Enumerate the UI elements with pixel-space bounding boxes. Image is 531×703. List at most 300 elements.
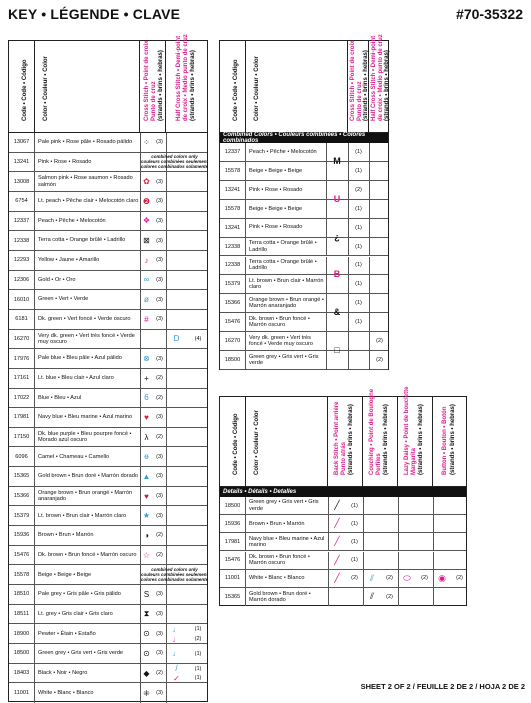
stitch-symbol-icon: ⁜ — [143, 688, 150, 698]
table-row — [220, 588, 466, 606]
strand-count: (3) — [156, 512, 163, 519]
stitch-symbol-icon: S — [143, 589, 150, 599]
table-row — [220, 351, 388, 370]
color-code: 18900 — [9, 624, 35, 643]
color-name: Dk. brown • Brun foncé • Marrón oscuro — [249, 553, 310, 567]
color-name: Green grey • Gris vert • Gris verde — [249, 353, 319, 367]
half-cross-header-2: de croix • Medio punto de cruz — [183, 34, 189, 121]
table-row — [9, 565, 207, 585]
column-divider — [363, 533, 364, 550]
back-stitch-icon: ♩ — [172, 634, 181, 644]
color-code: 15578 — [220, 200, 246, 218]
color-name: Gold brown • Brun doré • Marrón dorado — [38, 473, 138, 480]
color-name: Orange brown • Brun orangé • Marrón anaranjado — [249, 296, 324, 310]
table-row — [9, 212, 207, 232]
code-header: Code • Code • Código — [232, 59, 239, 121]
back-strand-count: (1) — [351, 502, 358, 509]
table-row — [9, 389, 207, 409]
table-header — [9, 34, 207, 133]
color-name: Dk. green • Vert foncé • Verde oscuro — [38, 316, 131, 323]
color-name: Gold • Or • Oro — [38, 276, 76, 283]
combined-symbol-icon: ¿ — [334, 231, 340, 242]
color-name: Salmon pink • Rose saumon • Rosado salmón — [38, 175, 133, 188]
column-divider — [328, 588, 329, 606]
column-divider — [166, 605, 167, 624]
stitch-symbol-icon: ❷ — [142, 196, 151, 206]
table-row — [220, 533, 466, 551]
column-divider — [433, 533, 434, 550]
back-stitch-icon: ╱ — [334, 518, 340, 529]
column-divider — [369, 313, 370, 331]
strand-count: (1) — [355, 262, 362, 269]
color-code: 15379 — [220, 275, 246, 293]
table-row — [220, 200, 388, 219]
color-code: 12338 — [220, 257, 246, 275]
table-row — [9, 408, 207, 428]
table-row — [9, 349, 207, 369]
table-row — [220, 238, 388, 257]
cross-stitch-strands: (strands • brins • hebras) — [363, 50, 369, 121]
color-name: Terra cotta • Orange brûlé • Ladrillo — [38, 237, 126, 244]
color-name: Black • Noir • Negro — [38, 669, 88, 676]
stitch-symbol-icon: ⊙ — [143, 629, 150, 639]
color-header: Color • Couleur • Color — [254, 410, 260, 475]
color-name: Navy blue • Bleu marine • Azul marino — [38, 414, 133, 421]
column-divider — [166, 231, 167, 250]
strand-count: (2) — [156, 532, 163, 539]
back-strand-count: (1) — [351, 538, 358, 545]
table-row — [9, 467, 207, 487]
color-code: 12293 — [9, 251, 35, 270]
couching-header: Couching • Point de Boulogne — [369, 388, 375, 475]
color-name: Beige • Beige • Beige — [249, 167, 303, 174]
strand-count: (1) — [355, 281, 362, 288]
table-header — [220, 34, 390, 133]
column-divider — [166, 389, 167, 408]
couching-strand-count: (2) — [386, 575, 393, 582]
table-row — [9, 428, 207, 448]
color-name: Pink • Rose • Rosado — [38, 158, 92, 165]
strand-count: (1) — [355, 243, 362, 250]
stitch-symbol-icon: ⊠ — [143, 236, 150, 246]
color-code: 16270 — [9, 330, 35, 349]
color-code: 17150 — [9, 428, 35, 447]
button-strands: (strands • brins • hebras) — [450, 404, 456, 475]
table-row — [220, 294, 388, 313]
color-code: 15476 — [220, 313, 246, 331]
color-name: Dk. blue purple • Bleu pourpre foncé • Morado azul oscuro — [38, 430, 132, 444]
color-code: 17976 — [9, 349, 35, 368]
table-row — [9, 624, 207, 644]
strand-count: (3) — [156, 316, 163, 323]
cross-stitch-header: Cross Stitch • Point de croix — [350, 40, 356, 121]
strand-count: (3) — [156, 591, 163, 598]
half-cross-header: Half Cross Stitch • Demi-point — [176, 35, 182, 121]
table-row — [9, 585, 207, 605]
column-divider — [166, 251, 167, 270]
stitch-symbol-icon: ⊙ — [143, 648, 150, 658]
stitch-symbol-icon: ⊗ — [143, 354, 150, 364]
color-name: White • Blanc • Blanco — [38, 690, 94, 696]
table-row — [9, 310, 207, 330]
table-row — [9, 172, 207, 192]
back-strand-count: (1) — [351, 520, 358, 527]
table-row — [9, 487, 207, 507]
column-divider — [348, 332, 349, 350]
column-divider — [398, 533, 399, 550]
stitch-symbol-icon: ø — [144, 295, 149, 305]
color-name: Camel • Chameau • Camello — [38, 453, 110, 460]
stitch-symbol-icon: ⧗ — [143, 609, 150, 619]
column-divider — [140, 330, 141, 349]
color-code: 13241 — [220, 219, 246, 237]
back-stitch-icon: ♩ — [172, 649, 181, 659]
table-row — [9, 369, 207, 389]
couching-strand-count: (2) — [386, 593, 393, 600]
color-code: 16270 — [220, 332, 246, 350]
stitch-symbol-icon: ◑ — [144, 530, 149, 540]
combined-colors-bar: Combined Colors • Couleurs combinées • Colores combinados — [220, 133, 388, 143]
color-code: 15578 — [9, 565, 35, 584]
table-row — [9, 526, 207, 546]
column-divider — [166, 428, 167, 447]
color-name: Green grey • Gris vert • Gris verde — [38, 650, 124, 657]
button-header: Button • Bouton • Botón — [442, 406, 448, 475]
half-cross-strands: (strands • brins • hebras) — [190, 50, 196, 121]
column-divider — [369, 257, 370, 275]
lazy-daisy-header: Lazy Daisy • Point de bouclette — [404, 386, 410, 475]
color-name: Peach • Pêche • Melocotón — [38, 217, 106, 224]
color-name: Pale grey • Gris pâle • Gris pálido — [38, 591, 121, 598]
combined-symbol-icon: M — [333, 155, 341, 166]
table-row — [9, 330, 207, 350]
color-name: Orange brown • Brun orangé • Marrón anaranjado — [38, 489, 133, 503]
color-name: Pink • Rose • Rosado — [249, 186, 303, 193]
back-stitch-header: Back Stitch • Point arrière — [334, 401, 340, 475]
stitch-symbol-icon: ◆ — [143, 668, 150, 678]
color-code: 12338 — [9, 231, 35, 250]
color-code: 15936 — [9, 526, 35, 545]
color-name: Peach • Pêche • Melocotón — [249, 148, 317, 155]
lazy-daisy-icon: ⬭ — [403, 572, 411, 583]
model-number: #70-35322 — [456, 6, 523, 22]
color-name: Pink • Rose • Rosado — [249, 224, 303, 231]
couching-icon: ⫽ — [369, 572, 374, 583]
color-name: Lt. brown • Brun clair • Marrón claro — [249, 278, 324, 291]
combined-symbol-icon: U — [333, 193, 341, 204]
table-row — [9, 664, 207, 684]
stitch-symbol-icon: ⁘ — [143, 137, 150, 147]
strand-count: (3) — [156, 198, 163, 205]
column-divider — [433, 552, 434, 569]
lazy-daisy-header-es: Margarita — [411, 447, 417, 475]
key-title: KEY • LÉGENDE • CLAVE — [8, 6, 181, 22]
color-name: Gold brown • Brun doré • Marrón dorado — [249, 590, 311, 603]
half-cross-strands: (strands • brins • hebras) — [384, 50, 390, 121]
color-code: 15366 — [220, 294, 246, 312]
back-strand-count: (1) — [194, 650, 202, 657]
column-divider — [166, 349, 167, 368]
stitch-symbol-icon: ɵ — [144, 452, 149, 462]
column-divider — [369, 162, 370, 180]
half-strand-count: (4) — [194, 335, 202, 342]
strand-count: (3) — [156, 630, 163, 637]
stitch-symbol-icon: + — [144, 373, 149, 383]
column-divider — [369, 143, 370, 161]
column-divider — [166, 585, 167, 604]
color-code: 15365 — [9, 467, 35, 486]
strand-count: (1) — [355, 148, 362, 155]
back-strand-count: (1) — [194, 665, 202, 672]
table-header — [220, 386, 466, 487]
combined-colors-table — [219, 34, 390, 370]
half-strand-count: (2) — [376, 338, 383, 345]
table-row — [220, 275, 388, 294]
back-stitch-header-es: Punto atrás — [341, 441, 347, 475]
strand-count: (1) — [355, 300, 362, 307]
color-code: 13241 — [220, 181, 246, 199]
column-divider — [398, 515, 399, 532]
color-code: 17981 — [9, 408, 35, 427]
color-name: Navy blue • Bleu marine • Azul marino — [249, 535, 325, 548]
column-divider — [166, 447, 167, 466]
color-code: 12337 — [9, 212, 35, 231]
color-code: 18500 — [220, 497, 246, 514]
back-stitch-icon: ╱ — [334, 554, 340, 565]
color-code: 11001 — [220, 570, 246, 587]
strand-count: (3) — [156, 473, 163, 480]
stitch-symbol-icon: ★ — [142, 511, 151, 521]
strand-count: (1) — [355, 167, 362, 174]
color-name: Dk. brown • Brun foncé • Marrón oscuro — [38, 551, 137, 558]
back-stitch-icon: / — [175, 664, 178, 674]
color-code: 6754 — [9, 192, 35, 211]
strand-count: (3) — [156, 414, 163, 421]
color-code: 15379 — [9, 506, 35, 525]
color-code: 15365 — [220, 588, 246, 606]
color-name: Terra cotta • Orange brûlé • Ladrillo — [249, 259, 317, 272]
color-name: Yellow • Jaune • Amarillo — [38, 257, 100, 264]
color-code: 12337 — [220, 143, 246, 161]
column-divider — [433, 515, 434, 532]
color-code: 18511 — [9, 605, 35, 624]
column-divider — [166, 172, 167, 191]
strand-count: (2) — [156, 434, 163, 441]
color-code: 18500 — [220, 351, 246, 369]
combined-symbol-icon: & — [333, 307, 341, 318]
column-divider — [166, 467, 167, 486]
code-header: Code • Code • Código — [21, 59, 28, 121]
column-divider — [398, 497, 399, 514]
color-name: Green • Vert • Verde — [38, 296, 89, 303]
stitch-symbol-icon: λ — [144, 432, 149, 442]
stitch-symbol-icon: # — [144, 314, 149, 324]
stitch-symbol-icon: ☆ — [142, 550, 151, 560]
column-divider — [433, 497, 434, 514]
back-stitch-icon: ╱ — [334, 536, 340, 547]
table-row — [9, 447, 207, 467]
table-row — [9, 605, 207, 625]
color-name: Pale pink • Rose pâle • Rosado pálido — [38, 139, 133, 146]
table-row — [220, 570, 466, 588]
color-code: 13241 — [9, 153, 35, 172]
stitch-symbol-icon: ♪ — [144, 255, 149, 265]
color-name: Terra cotta • Orange brûlé • Ladrillo — [249, 240, 317, 253]
strand-count: (3) — [156, 296, 163, 303]
details-table — [219, 386, 467, 606]
lazy-daisy-strand-count: (2) — [421, 575, 428, 582]
color-code: 17981 — [220, 533, 246, 550]
column-divider — [166, 408, 167, 427]
table-row — [9, 133, 207, 153]
couching-icon: ⫽ — [369, 591, 374, 602]
color-name: Very dk. green • Vert très foncé • Verde muy oscuro — [249, 334, 313, 348]
strand-count: (3) — [156, 690, 163, 697]
color-name: White • Blanc • Blanco — [249, 575, 305, 582]
table-row — [9, 506, 207, 526]
strand-count: (3) — [156, 355, 163, 362]
strand-count: (1) — [355, 319, 362, 326]
color-code: 16010 — [9, 290, 35, 309]
sheet-footer: SHEET 2 OF 2 / FEUILLE 2 DE 2 / HOJA 2 DE 2 — [360, 682, 525, 691]
table-row — [9, 271, 207, 291]
color-code: 15476 — [9, 546, 35, 565]
strand-count: (3) — [156, 217, 163, 224]
table-row — [220, 313, 388, 332]
color-name: Lt. blue • Bleu clair • Azul claro — [38, 375, 114, 382]
cross-stitch-header-es: Punto de cruz — [151, 81, 157, 121]
color-code: 13067 — [9, 133, 35, 152]
table-row — [9, 546, 207, 566]
color-code: 17022 — [9, 389, 35, 408]
column-divider — [166, 506, 167, 525]
column-divider — [369, 200, 370, 218]
color-name: Very dk. green • Vert très foncé • Verde muy oscuro — [38, 332, 135, 345]
half-strand-count: (2) — [376, 357, 383, 364]
color-code: 13008 — [9, 172, 35, 191]
cross-stitch-header: Cross Stitch • Point de croix — [144, 40, 150, 121]
code-header: Code • Code • Código — [232, 413, 239, 475]
color-code: 12338 — [220, 238, 246, 256]
table-row — [9, 644, 207, 664]
strand-count: (3) — [156, 178, 163, 185]
table-row — [220, 332, 388, 351]
couching-strands: (strands • brins • hebras) — [383, 404, 389, 475]
table-row — [220, 257, 388, 276]
combined-colors-note: combined colors only couleurs combinées seulement colores combinados solamente — [140, 154, 209, 170]
column-divider — [166, 133, 167, 152]
color-code: 18500 — [9, 644, 35, 663]
strand-count: (3) — [156, 276, 163, 283]
table-row — [220, 162, 388, 181]
strand-count: (1) — [355, 205, 362, 212]
stitch-symbol-icon: ❖ — [142, 216, 151, 226]
color-code: 15578 — [220, 162, 246, 180]
column-divider — [166, 487, 167, 506]
table-row — [9, 251, 207, 271]
back-strand-count: (1) — [351, 557, 358, 564]
half-stitch-symbol-icon: D — [173, 334, 180, 344]
color-code: 17161 — [9, 369, 35, 388]
column-divider — [369, 275, 370, 293]
color-code: 12306 — [9, 271, 35, 290]
column-divider — [166, 683, 167, 703]
couching-header-es: Perfiles — [376, 453, 382, 475]
column-divider — [166, 526, 167, 545]
color-name: Pale blue • Bleu pâle • Azul pálido — [38, 355, 122, 362]
color-name: Beige • Beige • Beige — [249, 205, 303, 212]
stitch-symbol-icon: ✿ — [143, 177, 150, 187]
column-divider — [166, 369, 167, 388]
color-name: Lt. grey • Gris clair • Gris claro — [38, 610, 113, 617]
combined-symbol-icon: B — [333, 269, 341, 280]
color-name: Lt. brown • Brun clair • Marrón claro — [38, 512, 127, 519]
color-name: Blue • Bleu • Azul — [38, 394, 82, 401]
column-divider — [166, 290, 167, 309]
table-row — [9, 683, 207, 703]
cross-stitch-header-es: Punto de cruz — [357, 81, 363, 121]
lazy-daisy-strands: (strands • brins • hebras) — [418, 404, 424, 475]
table-row — [9, 231, 207, 251]
strand-count: (3) — [156, 257, 163, 264]
color-code: 6096 — [9, 447, 35, 466]
strand-count: (3) — [156, 611, 163, 618]
stitch-symbol-icon: 6 — [144, 393, 149, 403]
color-code: 15476 — [220, 552, 246, 569]
button-strand-count: (2) — [456, 575, 463, 582]
color-header: Color • Couleur • Color — [43, 56, 49, 121]
table-row — [9, 290, 207, 310]
column-divider — [348, 351, 349, 369]
column-divider — [398, 552, 399, 569]
column-divider — [363, 515, 364, 532]
color-code: 15366 — [9, 487, 35, 506]
column-divider — [369, 181, 370, 199]
stitch-symbol-icon: ♥ — [144, 412, 149, 422]
column-divider — [363, 497, 364, 514]
half-cross-header: Half Cross Stitch • Demi-point — [371, 35, 377, 121]
color-name: Green grey • Gris vert • Gris verde — [249, 499, 319, 512]
color-name: Brown • Brun • Marrón — [38, 532, 94, 539]
table-row — [9, 192, 207, 212]
combined-symbol-icon: □ — [334, 345, 340, 356]
back-stitch-icon: ╱ — [334, 500, 340, 511]
column-divider — [398, 588, 399, 606]
column-divider — [369, 219, 370, 237]
strand-count: (3) — [156, 237, 163, 244]
strand-count: (3) — [156, 493, 163, 500]
color-code: 11001 — [9, 683, 35, 703]
back-strand-count: (2) — [194, 636, 202, 643]
color-name: Lt. peach • Pêche clair • Melocotón claro — [38, 198, 139, 205]
color-name: Pewter • Étain • Estaño — [38, 630, 96, 637]
column-divider — [166, 271, 167, 290]
cross-stitch-strands: (strands • brins • hebras) — [158, 50, 164, 121]
color-name: Brown • Brun • Marrón — [249, 520, 305, 527]
column-divider — [166, 546, 167, 565]
column-divider — [369, 238, 370, 256]
strand-count: (3) — [156, 650, 163, 657]
table-row — [220, 143, 388, 162]
table-row — [220, 552, 466, 570]
column-divider — [363, 552, 364, 569]
table-row — [9, 153, 207, 173]
color-code: 18510 — [9, 585, 35, 604]
strand-count: (2) — [156, 375, 163, 382]
main-color-table — [8, 34, 209, 702]
table-row — [220, 515, 466, 533]
column-divider — [166, 192, 167, 211]
